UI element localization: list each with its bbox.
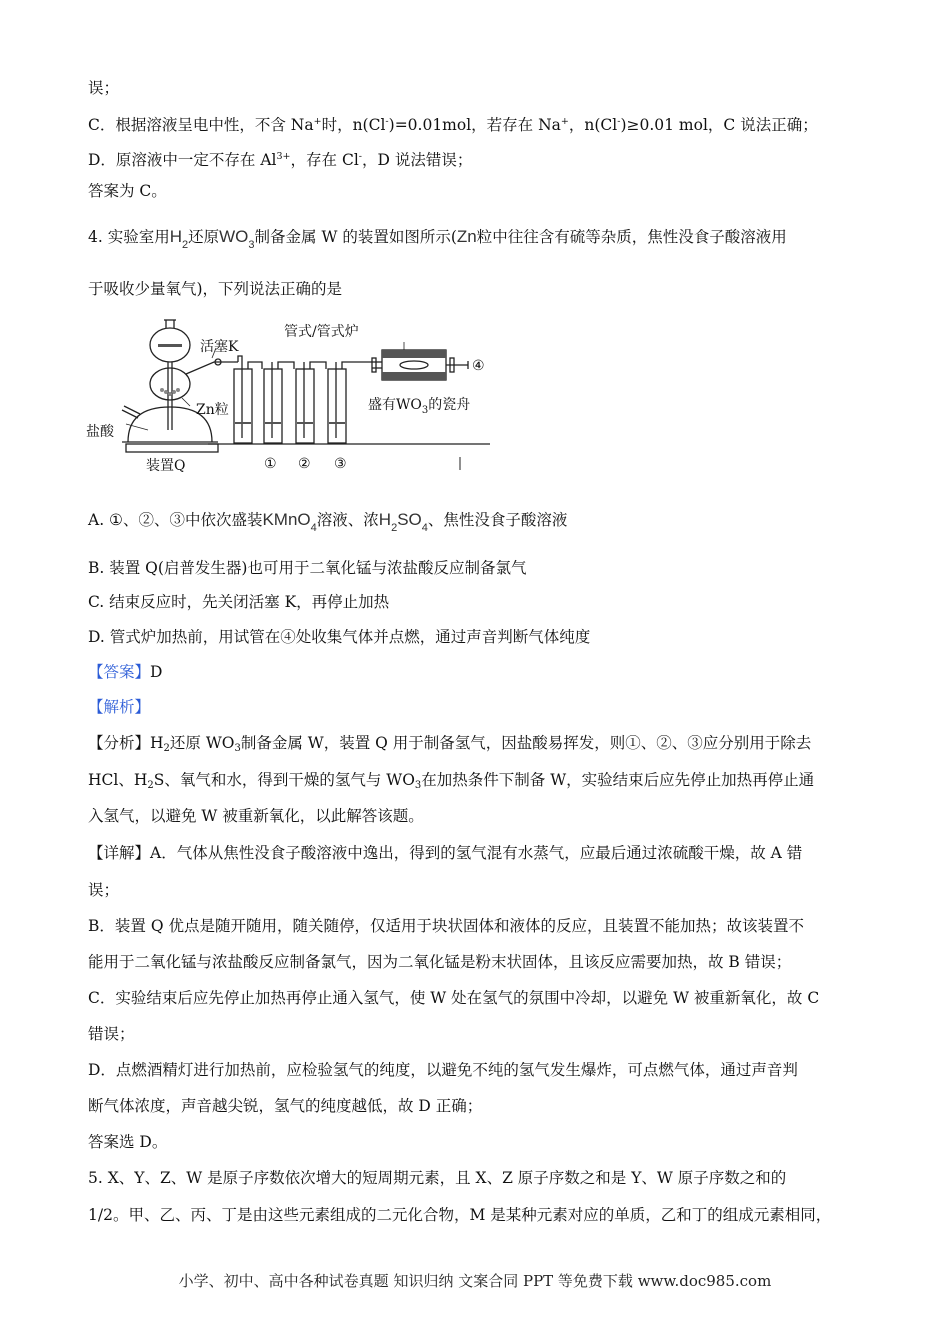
question-5-stem: 5. X、Y、Z、W 是原子序数依次增大的短周期元素，且 X、Z 原子序数之和是 Y、W 原子序数之和的	[88, 1169, 787, 1187]
label-acid: 盐酸	[86, 424, 114, 440]
label-bottle-1: ①	[264, 456, 277, 472]
analysis-heading: 【解析】	[88, 698, 151, 716]
question-4-stem-2: 于吸收少量氧气)，下列说法正确的是	[88, 280, 343, 298]
detail-2: 误；	[88, 881, 120, 899]
formula-wo3: $WO_3$	[219, 227, 255, 251]
detail-8: 断气体浓度，声音越尖锐，氢气的纯度越低，故 D 正确；	[88, 1097, 483, 1115]
line-01: 误；	[88, 79, 120, 97]
detail-5: C．实验结束后应先停止加热再停止通入氢气，使 W 处在氢气的氛围中冷却，以避免 W 被重新氧化，故 C	[88, 989, 820, 1007]
label-outlet: ④	[472, 358, 485, 374]
detail-4: 能用于二氧化锰与浓盐酸反应制备氯气，因为二氧化锰是粉末状固体，且该反应需要加热，故 B 错误；	[88, 953, 792, 971]
detail-7: D．点燃酒精灯进行加热前，应检验氢气的纯度，以避免不纯的氢气发生爆炸，可点燃气体，通过声音判	[88, 1061, 798, 1079]
detail-6: 错误；	[88, 1025, 135, 1043]
label-boat: 盛有$WO_3$的瓷舟	[368, 397, 471, 416]
option-d: D. 管式炉加热前，用试管在④处收集气体并点燃，通过声音判断气体纯度	[88, 628, 591, 646]
formula-zn: Zn	[456, 227, 477, 246]
label-q: 装置Q	[146, 458, 186, 474]
formula-h2so4: $H_2SO_4$	[378, 510, 428, 534]
label-bottle-2: ②	[298, 456, 311, 472]
question-4-stem: 4. 实验室用$H_2$还原$WO_3$制备金属 W 的装置如图所示(Zn粒中往往含有硫等杂质，焦性没食子酸溶液用	[88, 227, 787, 251]
detail-1: 【详解】A．气体从焦性没食子酸溶液中逸出，得到的氢气混有水蒸气，应最后通过浓硫酸干燥，故 A 错	[88, 844, 803, 862]
question-5-stem-2: 1/2。甲、乙、丙、丁是由这些元素组成的二元化合物，M 是某种元素对应的单质，乙和丁的组成元素相同，	[88, 1206, 832, 1224]
answer-line: 【答案】D	[88, 663, 163, 681]
analysis-3: 入氢气，以避免 W 被重新氧化，以此解答该题。	[88, 807, 424, 825]
detail-3: B．装置 Q 优点是随开随用，随关随停，仅适用于块状固体和液体的反应，且装置不能加热；故该装置不	[88, 917, 804, 935]
footer-ad: 小学、初中、高中各种试卷真题 知识归纳 文案合同 PPT 等免费下载 www.doc985.com	[178, 1272, 772, 1290]
analysis-1: 【分析】$H_2$还原 $WO_3$制备金属 W，装置 Q 用于制备氢气，因盐酸易挥发，则①、②、③应分别用于除去	[88, 734, 812, 754]
option-c: C. 结束反应时，先关闭活塞 K，再停止加热	[88, 593, 390, 611]
line-03: D．原溶液中一定不存在 $Al^{3+}$，存在 Cl-，D 说法错误；	[88, 151, 473, 169]
detail-9: 答案选 D。	[88, 1133, 168, 1151]
label-furnace: 管式/管式炉	[284, 324, 359, 340]
label-zn: Zn粒	[196, 402, 229, 418]
formula-h2: $H_2$	[169, 227, 189, 251]
apparatus-diagram	[86, 312, 496, 490]
formula-kmno4: KMnO$_4$	[262, 510, 317, 534]
label-bottle-3: ③	[334, 456, 347, 472]
analysis-2: HCl、$H_2S$、氧气和水，得到干燥的氢气与 $WO_3$在加热条件下制备 W，实验结束后应先停止加热再停止通	[88, 771, 815, 791]
option-b: B. 装置 Q(启普发生器)也可用于二氧化锰与浓盐酸反应制备氯气	[88, 559, 527, 577]
line-02: C．根据溶液呈电中性，不含 Na+时，n(Cl-)=0.01mol，若存在 Na+，n(Cl-)≥0.01 mol，C 说法正确；	[88, 116, 818, 134]
option-a: A. ①、②、③中依次盛装KMnO$_4$溶液、浓$H_2SO_4$、焦性没食子酸溶液	[88, 510, 568, 534]
label-valve: 活塞K	[200, 339, 239, 355]
line-04: 答案为 C。	[88, 182, 167, 200]
